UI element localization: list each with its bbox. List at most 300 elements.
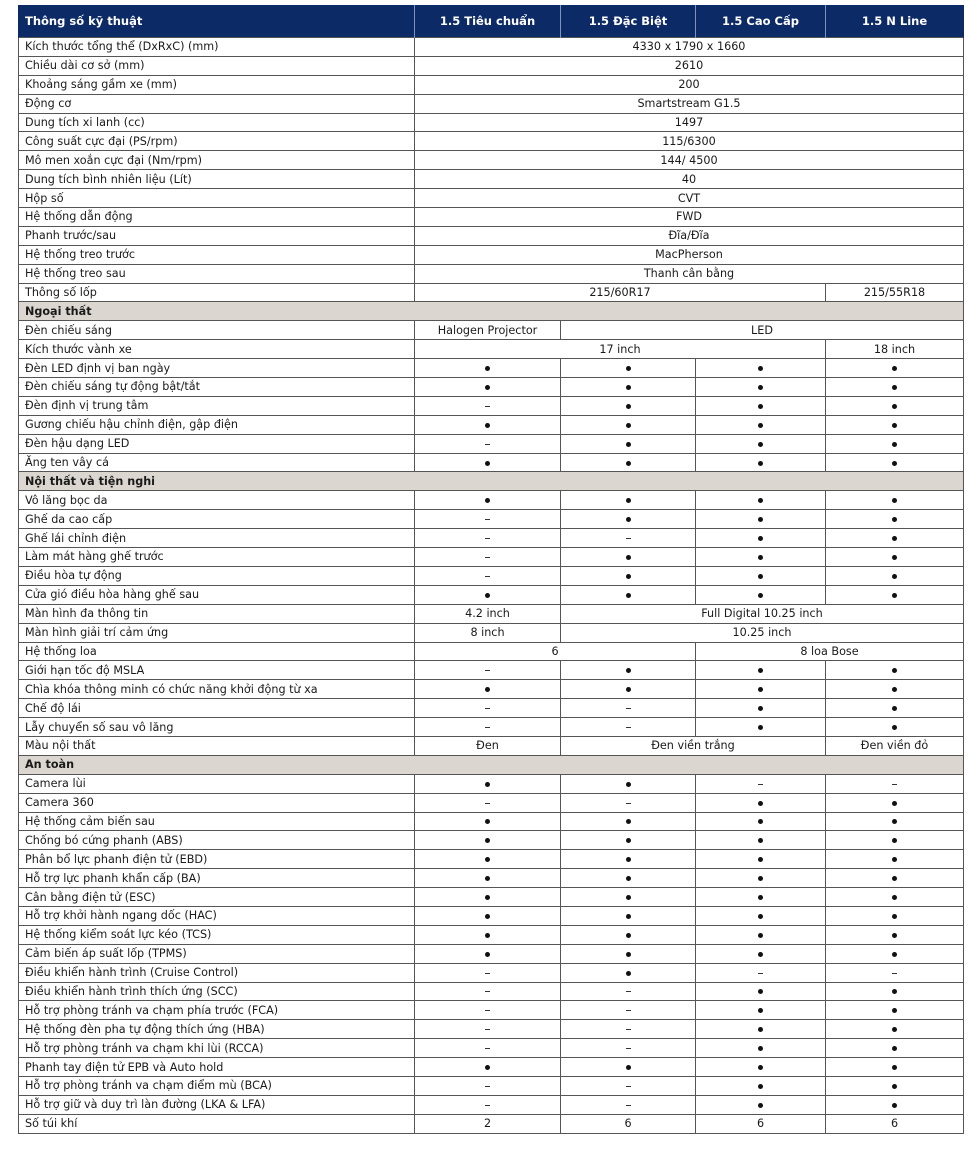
table-row bbox=[19, 396, 964, 415]
bullet-available-icon bbox=[485, 593, 490, 598]
bullet-available-icon bbox=[758, 574, 763, 579]
table-row bbox=[19, 208, 964, 227]
row-value bbox=[696, 925, 826, 944]
row-value bbox=[561, 982, 696, 1001]
bullet-available-icon bbox=[626, 876, 631, 881]
row-value bbox=[415, 888, 561, 907]
bullet-available-icon bbox=[892, 1008, 897, 1013]
row-value bbox=[826, 963, 964, 982]
row-value bbox=[696, 1076, 826, 1095]
row-value: CVT bbox=[415, 189, 964, 208]
row-value bbox=[696, 491, 826, 510]
dash-unavailable-icon bbox=[892, 973, 897, 974]
table-header bbox=[19, 5, 964, 38]
row-value bbox=[415, 850, 561, 869]
bullet-available-icon bbox=[758, 498, 763, 503]
table-row bbox=[19, 1114, 964, 1133]
row-label: Chế độ lái bbox=[19, 699, 415, 718]
bullet-available-icon bbox=[892, 725, 897, 730]
bullet-available-icon bbox=[626, 782, 631, 787]
bullet-available-icon bbox=[626, 687, 631, 692]
row-value bbox=[561, 453, 696, 472]
row-value bbox=[696, 699, 826, 718]
row-value bbox=[696, 359, 826, 378]
bullet-available-icon bbox=[892, 801, 897, 806]
row-label: Điều hòa tự động bbox=[19, 566, 415, 585]
table-row bbox=[19, 453, 964, 472]
row-value: Thanh cân bằng bbox=[415, 264, 964, 283]
row-value bbox=[826, 453, 964, 472]
bullet-available-icon bbox=[485, 687, 490, 692]
dash-unavailable-icon bbox=[485, 1029, 490, 1030]
row-value bbox=[826, 566, 964, 585]
table-row bbox=[19, 699, 964, 718]
row-value: 2610 bbox=[415, 56, 964, 75]
row-value: 6 bbox=[415, 642, 696, 661]
section-title: An toàn bbox=[19, 755, 964, 774]
row-value bbox=[561, 359, 696, 378]
row-value bbox=[561, 1020, 696, 1039]
dash-unavailable-icon bbox=[626, 1048, 631, 1049]
row-value bbox=[826, 378, 964, 397]
bullet-available-icon bbox=[892, 1084, 897, 1089]
table-row bbox=[19, 132, 964, 151]
row-value bbox=[826, 944, 964, 963]
row-value bbox=[826, 699, 964, 718]
dash-unavailable-icon bbox=[485, 1048, 490, 1049]
bullet-available-icon bbox=[892, 1103, 897, 1108]
row-label: Hỗ trợ lực phanh khẩn cấp (BA) bbox=[19, 869, 415, 888]
row-label: Phân bổ lực phanh điện tử (EBD) bbox=[19, 850, 415, 869]
row-value: MacPherson bbox=[415, 245, 964, 264]
bullet-available-icon bbox=[758, 933, 763, 938]
row-value bbox=[826, 529, 964, 548]
row-value bbox=[826, 888, 964, 907]
bullet-available-icon bbox=[892, 442, 897, 447]
bullet-available-icon bbox=[892, 517, 897, 522]
bullet-available-icon bbox=[892, 838, 897, 843]
dash-unavailable-icon bbox=[626, 803, 631, 804]
row-value bbox=[826, 491, 964, 510]
row-label: Ghế lái chỉnh điện bbox=[19, 529, 415, 548]
header-cao-cap: 1.5 Cao Cấp bbox=[696, 5, 826, 38]
bullet-available-icon bbox=[626, 668, 631, 673]
dash-unavailable-icon bbox=[626, 1010, 631, 1011]
dash-unavailable-icon bbox=[626, 1086, 631, 1087]
bullet-available-icon bbox=[485, 819, 490, 824]
dash-unavailable-icon bbox=[485, 1010, 490, 1011]
table-row bbox=[19, 38, 964, 57]
row-value: 8 loa Bose bbox=[696, 642, 964, 661]
row-label: Đèn chiếu sáng bbox=[19, 321, 415, 340]
row-value bbox=[415, 1058, 561, 1077]
bullet-available-icon bbox=[626, 838, 631, 843]
table-row bbox=[19, 1058, 964, 1077]
row-label: Giới hạn tốc độ MSLA bbox=[19, 661, 415, 680]
row-value bbox=[826, 680, 964, 699]
bullet-available-icon bbox=[758, 385, 763, 390]
row-value bbox=[696, 831, 826, 850]
bullet-available-icon bbox=[892, 366, 897, 371]
row-value bbox=[696, 793, 826, 812]
table-row bbox=[19, 170, 964, 189]
bullet-available-icon bbox=[485, 385, 490, 390]
row-value bbox=[696, 982, 826, 1001]
dash-unavailable-icon bbox=[485, 406, 490, 407]
bullet-available-icon bbox=[626, 574, 631, 579]
row-value bbox=[561, 718, 696, 737]
row-value bbox=[415, 718, 561, 737]
table-row bbox=[19, 661, 964, 680]
table-body bbox=[19, 38, 964, 1134]
bullet-available-icon bbox=[758, 517, 763, 522]
row-value bbox=[561, 850, 696, 869]
row-value: 144/ 4500 bbox=[415, 151, 964, 170]
row-value bbox=[826, 869, 964, 888]
bullet-available-icon bbox=[758, 442, 763, 447]
table-row bbox=[19, 1001, 964, 1020]
bullet-available-icon bbox=[758, 914, 763, 919]
row-value: 4330 x 1790 x 1660 bbox=[415, 38, 964, 57]
bullet-available-icon bbox=[892, 819, 897, 824]
table-row bbox=[19, 340, 964, 359]
bullet-available-icon bbox=[485, 782, 490, 787]
row-value bbox=[826, 585, 964, 604]
bullet-available-icon bbox=[758, 668, 763, 673]
row-value bbox=[826, 548, 964, 567]
row-label: Màu nội thất bbox=[19, 736, 415, 755]
row-value bbox=[415, 359, 561, 378]
row-value bbox=[561, 434, 696, 453]
row-label: Đèn chiếu sáng tự động bật/tắt bbox=[19, 378, 415, 397]
row-label: Động cơ bbox=[19, 94, 415, 113]
bullet-available-icon bbox=[892, 385, 897, 390]
bullet-available-icon bbox=[758, 857, 763, 862]
row-label: Điều khiển hành trình (Cruise Control) bbox=[19, 963, 415, 982]
row-value bbox=[561, 1001, 696, 1020]
row-value bbox=[415, 378, 561, 397]
bullet-available-icon bbox=[758, 1027, 763, 1032]
row-value bbox=[415, 434, 561, 453]
bullet-available-icon bbox=[626, 914, 631, 919]
row-value bbox=[415, 906, 561, 925]
dash-unavailable-icon bbox=[485, 519, 490, 520]
row-label: Camera 360 bbox=[19, 793, 415, 812]
row-value bbox=[826, 793, 964, 812]
row-label: Hỗ trợ phòng tránh va chạm khi lùi (RCCA) bbox=[19, 1039, 415, 1058]
bullet-available-icon bbox=[758, 819, 763, 824]
bullet-available-icon bbox=[758, 725, 763, 730]
row-value bbox=[696, 453, 826, 472]
row-value bbox=[696, 1001, 826, 1020]
row-label: Thông số lốp bbox=[19, 283, 415, 302]
row-value: 40 bbox=[415, 170, 964, 189]
row-value bbox=[696, 1058, 826, 1077]
row-label: Gương chiếu hậu chỉnh điện, gập điện bbox=[19, 415, 415, 434]
bullet-available-icon bbox=[758, 1008, 763, 1013]
spec-table bbox=[18, 5, 964, 1134]
table-row bbox=[19, 623, 964, 642]
dash-unavailable-icon bbox=[485, 538, 490, 539]
row-value bbox=[696, 415, 826, 434]
row-label: Lẫy chuyển số sau vô lăng bbox=[19, 718, 415, 737]
table-row bbox=[19, 680, 964, 699]
row-value: 17 inch bbox=[415, 340, 826, 359]
row-value bbox=[415, 453, 561, 472]
table-row bbox=[19, 982, 964, 1001]
bullet-available-icon bbox=[758, 555, 763, 560]
header-tieu-chuan: 1.5 Tiêu chuẩn bbox=[415, 5, 561, 38]
table-row bbox=[19, 888, 964, 907]
row-value bbox=[696, 906, 826, 925]
bullet-available-icon bbox=[626, 423, 631, 428]
table-row bbox=[19, 321, 964, 340]
bullet-available-icon bbox=[485, 857, 490, 862]
row-value: 2 bbox=[415, 1114, 561, 1133]
table-row bbox=[19, 56, 964, 75]
bullet-available-icon bbox=[626, 366, 631, 371]
table-row bbox=[19, 869, 964, 888]
row-value bbox=[561, 529, 696, 548]
row-value bbox=[696, 1020, 826, 1039]
row-value bbox=[826, 850, 964, 869]
table-row bbox=[19, 491, 964, 510]
row-value bbox=[696, 396, 826, 415]
row-label: Dung tích xi lanh (cc) bbox=[19, 113, 415, 132]
section-title: Nội thất và tiện nghi bbox=[19, 472, 964, 491]
bullet-available-icon bbox=[758, 895, 763, 900]
bullet-available-icon bbox=[485, 895, 490, 900]
dash-unavailable-icon bbox=[485, 973, 490, 974]
table-row bbox=[19, 1076, 964, 1095]
row-value bbox=[561, 680, 696, 699]
row-label: Ăng ten vây cá bbox=[19, 453, 415, 472]
row-label: Hệ thống loa bbox=[19, 642, 415, 661]
row-label: Làm mát hàng ghế trước bbox=[19, 548, 415, 567]
table-row bbox=[19, 944, 964, 963]
row-value bbox=[696, 510, 826, 529]
bullet-available-icon bbox=[626, 385, 631, 390]
row-label: Hệ thống treo trước bbox=[19, 245, 415, 264]
row-label: Dung tích bình nhiên liệu (Lít) bbox=[19, 170, 415, 189]
row-value: Đen viền trắng bbox=[561, 736, 826, 755]
dash-unavailable-icon bbox=[626, 1029, 631, 1030]
row-label: Điều khiển hành trình thích ứng (SCC) bbox=[19, 982, 415, 1001]
row-value bbox=[696, 718, 826, 737]
row-value bbox=[696, 566, 826, 585]
row-value bbox=[561, 906, 696, 925]
row-value bbox=[415, 548, 561, 567]
table-row bbox=[19, 245, 964, 264]
bullet-available-icon bbox=[758, 706, 763, 711]
row-value bbox=[561, 1076, 696, 1095]
row-value bbox=[696, 548, 826, 567]
bullet-available-icon bbox=[626, 952, 631, 957]
row-value bbox=[696, 850, 826, 869]
row-label: Ghế da cao cấp bbox=[19, 510, 415, 529]
row-value: 200 bbox=[415, 75, 964, 94]
row-value bbox=[696, 680, 826, 699]
row-value bbox=[561, 1039, 696, 1058]
table-row bbox=[19, 415, 964, 434]
row-value: 6 bbox=[561, 1114, 696, 1133]
row-value bbox=[561, 510, 696, 529]
table-row bbox=[19, 94, 964, 113]
dash-unavailable-icon bbox=[485, 444, 490, 445]
row-value bbox=[561, 963, 696, 982]
row-value bbox=[826, 925, 964, 944]
row-label: Phanh trước/sau bbox=[19, 226, 415, 245]
row-label: Phanh tay điện tử EPB và Auto hold bbox=[19, 1058, 415, 1077]
row-value bbox=[561, 1095, 696, 1114]
bullet-available-icon bbox=[892, 423, 897, 428]
bullet-available-icon bbox=[485, 933, 490, 938]
row-value bbox=[561, 812, 696, 831]
row-label: Chìa khóa thông minh có chức năng khởi động từ xa bbox=[19, 680, 415, 699]
row-value bbox=[415, 699, 561, 718]
dash-unavailable-icon bbox=[485, 708, 490, 709]
row-label: Đèn LED định vị ban ngày bbox=[19, 359, 415, 378]
table-row bbox=[19, 378, 964, 397]
table-row bbox=[19, 529, 964, 548]
row-value bbox=[696, 585, 826, 604]
bullet-available-icon bbox=[485, 876, 490, 881]
row-value bbox=[415, 869, 561, 888]
row-value: 6 bbox=[826, 1114, 964, 1133]
bullet-available-icon bbox=[892, 914, 897, 919]
table-row bbox=[19, 963, 964, 982]
dash-unavailable-icon bbox=[892, 784, 897, 785]
row-label: Kích thước tổng thể (DxRxC) (mm) bbox=[19, 38, 415, 57]
row-value bbox=[826, 434, 964, 453]
bullet-available-icon bbox=[626, 498, 631, 503]
bullet-available-icon bbox=[626, 819, 631, 824]
row-value bbox=[826, 415, 964, 434]
row-label: Hộp số bbox=[19, 189, 415, 208]
row-value bbox=[415, 831, 561, 850]
table-row bbox=[19, 359, 964, 378]
row-value bbox=[696, 434, 826, 453]
row-label: Hệ thống dẫn động bbox=[19, 208, 415, 227]
row-value bbox=[561, 944, 696, 963]
row-value: 1497 bbox=[415, 113, 964, 132]
bullet-available-icon bbox=[892, 687, 897, 692]
row-label: Hệ thống treo sau bbox=[19, 264, 415, 283]
header-n-line: 1.5 N Line bbox=[826, 5, 964, 38]
table-row bbox=[19, 604, 964, 623]
row-value bbox=[826, 396, 964, 415]
row-value bbox=[415, 396, 561, 415]
table-row bbox=[19, 113, 964, 132]
dash-unavailable-icon bbox=[485, 576, 490, 577]
header-dac-biet: 1.5 Đặc Biệt bbox=[561, 5, 696, 38]
table-row bbox=[19, 189, 964, 208]
row-label: Camera lùi bbox=[19, 774, 415, 793]
row-value bbox=[415, 1095, 561, 1114]
row-value bbox=[561, 869, 696, 888]
table-row bbox=[19, 75, 964, 94]
row-value bbox=[561, 585, 696, 604]
row-label: Màn hình giải trí cảm ứng bbox=[19, 623, 415, 642]
bullet-available-icon bbox=[892, 1046, 897, 1051]
row-value: Smartstream G1.5 bbox=[415, 94, 964, 113]
row-value bbox=[561, 415, 696, 434]
row-value bbox=[415, 925, 561, 944]
dash-unavailable-icon bbox=[626, 1105, 631, 1106]
row-value bbox=[826, 831, 964, 850]
table-row bbox=[19, 850, 964, 869]
bullet-available-icon bbox=[892, 989, 897, 994]
table-row bbox=[19, 548, 964, 567]
table-row bbox=[19, 283, 964, 302]
header-spec: Thông số kỹ thuật bbox=[19, 5, 415, 38]
row-value bbox=[826, 812, 964, 831]
bullet-available-icon bbox=[758, 801, 763, 806]
dash-unavailable-icon bbox=[485, 803, 490, 804]
bullet-available-icon bbox=[626, 593, 631, 598]
row-value bbox=[826, 1001, 964, 1020]
row-label: Hệ thống kiểm soát lực kéo (TCS) bbox=[19, 925, 415, 944]
row-value bbox=[415, 491, 561, 510]
bullet-available-icon bbox=[758, 687, 763, 692]
row-value bbox=[696, 378, 826, 397]
table-row bbox=[19, 434, 964, 453]
table-row bbox=[19, 226, 964, 245]
row-value bbox=[561, 396, 696, 415]
table-row bbox=[19, 793, 964, 812]
dash-unavailable-icon bbox=[485, 991, 490, 992]
bullet-available-icon bbox=[626, 517, 631, 522]
bullet-available-icon bbox=[892, 933, 897, 938]
row-value bbox=[696, 888, 826, 907]
row-value bbox=[826, 774, 964, 793]
row-value bbox=[561, 699, 696, 718]
row-value bbox=[415, 510, 561, 529]
dash-unavailable-icon bbox=[485, 727, 490, 728]
bullet-available-icon bbox=[892, 668, 897, 673]
bullet-available-icon bbox=[892, 574, 897, 579]
row-value bbox=[415, 982, 561, 1001]
row-value bbox=[826, 359, 964, 378]
table-row bbox=[19, 566, 964, 585]
row-value bbox=[415, 1001, 561, 1020]
row-value: 8 inch bbox=[415, 623, 561, 642]
bullet-available-icon bbox=[485, 914, 490, 919]
row-value bbox=[561, 566, 696, 585]
row-value: Đĩa/Đĩa bbox=[415, 226, 964, 245]
bullet-available-icon bbox=[892, 1027, 897, 1032]
table-row bbox=[19, 925, 964, 944]
row-value bbox=[826, 1058, 964, 1077]
bullet-available-icon bbox=[758, 838, 763, 843]
row-value bbox=[826, 1039, 964, 1058]
table-row bbox=[19, 736, 964, 755]
section-row bbox=[19, 472, 964, 491]
table-row bbox=[19, 1039, 964, 1058]
row-value: Full Digital 10.25 inch bbox=[561, 604, 964, 623]
row-value bbox=[826, 906, 964, 925]
bullet-available-icon bbox=[626, 555, 631, 560]
table-row bbox=[19, 151, 964, 170]
bullet-available-icon bbox=[485, 952, 490, 957]
row-value bbox=[826, 510, 964, 529]
row-value bbox=[826, 982, 964, 1001]
bullet-available-icon bbox=[892, 404, 897, 409]
row-value: 18 inch bbox=[826, 340, 964, 359]
row-value bbox=[561, 378, 696, 397]
table-row bbox=[19, 774, 964, 793]
bullet-available-icon bbox=[485, 838, 490, 843]
